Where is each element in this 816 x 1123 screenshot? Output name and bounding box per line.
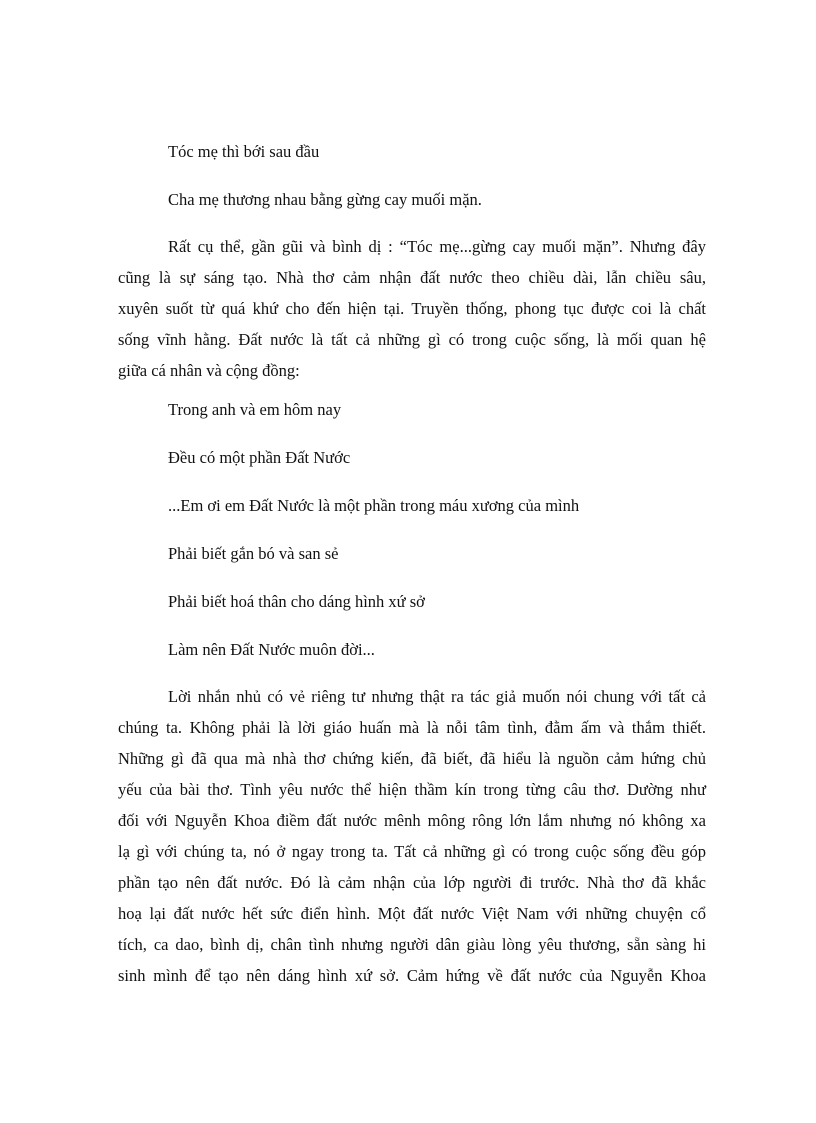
paragraph-line: sống vĩnh hằng. Đất nước là tất cả những gì có trong cuộc sống, là mối quan hệ	[118, 330, 706, 349]
paragraph-line: xuyên suốt từ quá khứ cho đến hiện tại. Truyền thống, phong tục được coi là chất	[118, 299, 706, 318]
paragraph-line: sinh mình để tạo nên dáng hình xứ sở. Cảm hứng về đất nước của Nguyễn Khoa	[118, 966, 706, 985]
paragraph-line: tích, ca dao, bình dị, chân tình nhưng người dân giàu lòng yêu thương, sẵn sàng hi	[118, 935, 706, 954]
verse-line: Trong anh và em hôm nay	[168, 400, 342, 419]
verse-line: Làm nên Đất Nước muôn đời...	[168, 640, 375, 659]
paragraph-line: lạ gì với chúng ta, nó ở ngay trong ta. Tất cả những gì có trong cuộc sống đều góp	[118, 842, 706, 861]
paragraph-line: phần tạo nên đất nước. Đó là cảm nhận của lớp người đi trước. Nhà thơ đã khắc	[118, 873, 706, 892]
paragraph-line: Lời nhắn nhủ có vẻ riêng tư nhưng thật ra tác giả muốn nói chung với tất cả	[168, 687, 706, 706]
paragraph-line: hoạ lại đất nước hết sức điển hình. Một đất nước Việt Nam với những chuyện cổ	[118, 904, 706, 923]
verse-line: Tóc mẹ thì bới sau đầu	[168, 142, 320, 161]
paragraph-line: Rất cụ thể, gần gũi và bình dị : “Tóc mẹ...gừng cay muối mặn”. Nhưng đây	[168, 237, 706, 256]
paragraph-line: đối với Nguyễn Khoa điềm đất nước mênh mông rông lớn lắm nhưng nó không xa	[118, 811, 706, 830]
verse-line: Phải biết gắn bó và san sẻ	[168, 544, 339, 563]
verse-line: Phải biết hoá thân cho dáng hình xứ sở	[168, 592, 425, 611]
paragraph-line: yếu của bài thơ. Tình yêu nước thể hiện thầm kín trong từng câu thơ. Dường như	[118, 780, 706, 799]
paragraph-line: chúng ta. Không phải là lời giáo huấn mà là nỗi tâm tình, đằm ấm và thắm thiết.	[118, 718, 706, 737]
paragraph-2	[118, 681, 706, 991]
paragraph-line: Những gì đã qua mà nhà thơ chứng kiến, đã biết, đã hiểu là nguồn cảm hứng chủ	[118, 749, 706, 768]
paragraph-line: cũng là sự sáng tạo. Nhà thơ cảm nhận đất nước theo chiều dài, lẫn chiều sâu,	[118, 268, 706, 287]
verse-line: Cha mẹ thương nhau bằng gừng cay muối mặn.	[168, 190, 482, 209]
paragraph-line: giữa cá nhân và cộng đồng:	[118, 361, 300, 380]
verse-line: ...Em ơi em Đất Nước là một phần trong máu xương của mình	[168, 496, 580, 515]
paragraph-1	[118, 231, 706, 386]
verse-line: Đều có một phần Đất Nước	[168, 448, 351, 467]
